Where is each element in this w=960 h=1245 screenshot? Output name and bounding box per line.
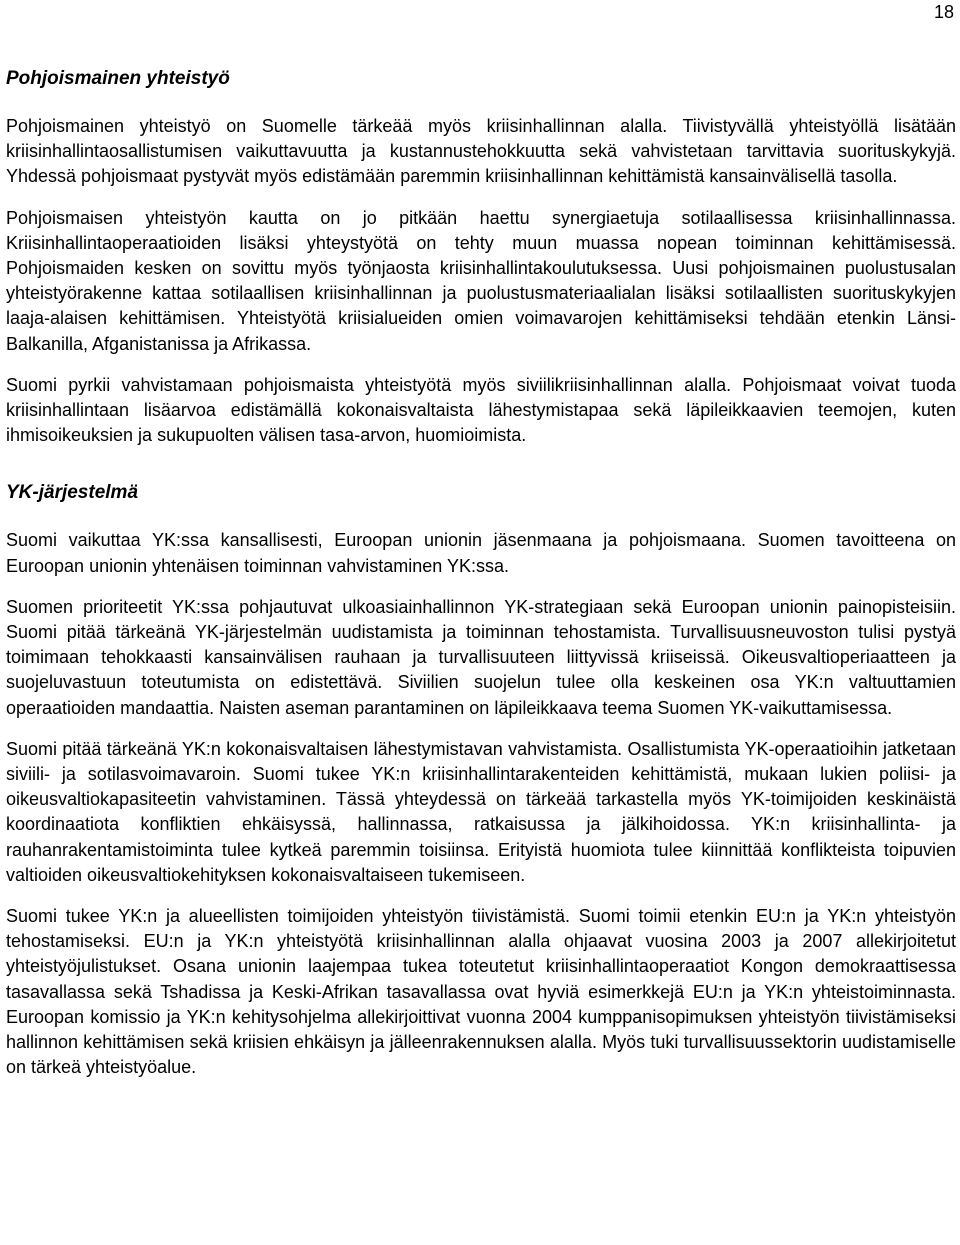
section-heading-un-system: YK-järjestelmä [6,482,139,504]
paragraph: Pohjoismaisen yhteistyön kautta on jo pitkään haettu synergiaetuja sotilaallisessa kriisinhallinnassa. Kriisinhallintaoperaatioiden lisäksi yhteystyötä on tehty muun muassa nopean toiminnan kehittämisessä. Pohjoismaiden kesken on sovittu myös työnjaosta kriisinhallintakoulutuksessa. Uusi pohjoismainen puolustusalan yhteistyörakenne kattaa sotilaallisen kriisinhallinnan ja puolustusmateriaalialan lisäksi sotilaallisten suorituskykyjen laaja-alaisen kehittämisen. Yhteistyötä kriisialueiden omien voimavarojen kehittämiseksi tehdään etenkin Länsi-Balkanilla, Afganistanissa ja Afrikassa. [6,207,956,354]
paragraph: Suomen prioriteetit YK:ssa pohjautuvat ulkoasiainhallinnon YK-strategiaan sekä Euroopan unionin painopisteisiin. Suomi pitää tärkeänä YK-järjestelmän uudistamista ja toiminnan tehostamista. Turvallisuusneuvoston tulisi pystyä toimimaan tehokkaasti kansainvälisen rauhaan ja turvallisuuteen liittyvissä kriiseissä. Oikeusvaltioperiaatteen ja suojeluvastuun toteutumista on edistettävä. Siviilien suojelun tulee olla keskeinen osa YK:n valtuuttamien operaatioiden mandaattia. Naisten aseman parantaminen on läpileikkaava teema Suomen YK-vaikuttamisessa. [6,596,956,718]
paragraph: Pohjoismainen yhteistyö on Suomelle tärkeää myös kriisinhallinnan alalla. Tiivistyvällä yhteistyöllä lisätään kriisinhallintaosallistumisen vaikuttavuutta ja kustannustehokkuutta sekä vahvistetaan tarvittavia suorituskykyjä. Yhdessä pohjoismaat pystyvät myös edistämään paremmin kriisinhallinnan kehittämistä kansainvälisellä tasolla. [6,116,956,187]
section-heading-nordic: Pohjoismainen yhteistyö [6,68,230,89]
page-number: 18 [933,2,954,22]
paragraph: Suomi vaikuttaa YK:ssa kansallisesti, Euroopan unionin jäsenmaana ja pohjoismaana. Suomen tavoitteena on Euroopan unionin yhtenäisen toiminnan vahvistaminen YK:ssa. [6,530,956,576]
paragraph: Suomi pyrkii vahvistamaan pohjoismaista yhteistyötä myös siviilikriisinhallinnan alalla. Pohjoismaat voivat tuoda kriisinhallintaan lisäarvoa edistämällä kokonaisvaltaista lähestymistapaa sekä läpileikkaavien teemojen, kuten ihmisoikeuksien ja sukupuolten välisen tasa-arvon, huomioimista. [6,374,956,446]
paragraph: Suomi tukee YK:n ja alueellisten toimijoiden yhteistyön tiivistämistä. Suomi toimii etenkin EU:n ja YK:n yhteistyön tehostamiseksi. EU:n ja YK:n yhteistyötä kriisinhallinnan alalla ohjaavat vuosina 2003 ja 2007 allekirjoitetut yhteistyöjulistukset. Osana unionin laajempaa tukea toteutetut kriisinhallintaoperaatiot Kongon demokraattisessa tasavallassa sekä Tshadissa ja Keski-Afrikan tasavallassa ovat hyviä esimerkkejä EU:n ja YK:n yhteistoiminnasta. Euroopan komissio ja YK:n kehitysohjelma allekirjoittivat vuonna 2004 kumppanisopimuksen yhteistyön tiivistämiseksi hallinnon kehittämisen sekä kriisien ehkäisyn ja jälleenrakennuksen alalla. Myös tuki turvallisuussektorin uudistamiselle on tärkeä yhteistyöalue. [6,906,956,1078]
document-body [6,66,956,1097]
paragraph: Suomi pitää tärkeänä YK:n kokonaisvaltaisen lähestymistavan vahvistamista. Osallistumista YK-operaatioihin jatketaan siviili- ja sotilasvoimavaroin. Suomi tukee YK:n kriisinhallintarakenteiden kehittämistä, mukaan lukien poliisi- ja oikeusvaltiokapasiteetin vahvistaminen. Tässä yhteydessä on tärkeää tarkastella myös YK-toimijoiden keskinäistä koordinaatiota konfliktien ehkäisyssä, hallinnassa, ratkaisussa ja jälkihoidossa. YK:n kriisinhallinta- ja rauhanrakentamistoiminta tulee kytkeä paremmin toisiinsa. Erityistä huomiota tulee kiinnittää konflikteista toipuvien valtioiden oikeusvaltiokehityksen kokonaisvaltaiseen tukemiseen. [6,738,956,885]
